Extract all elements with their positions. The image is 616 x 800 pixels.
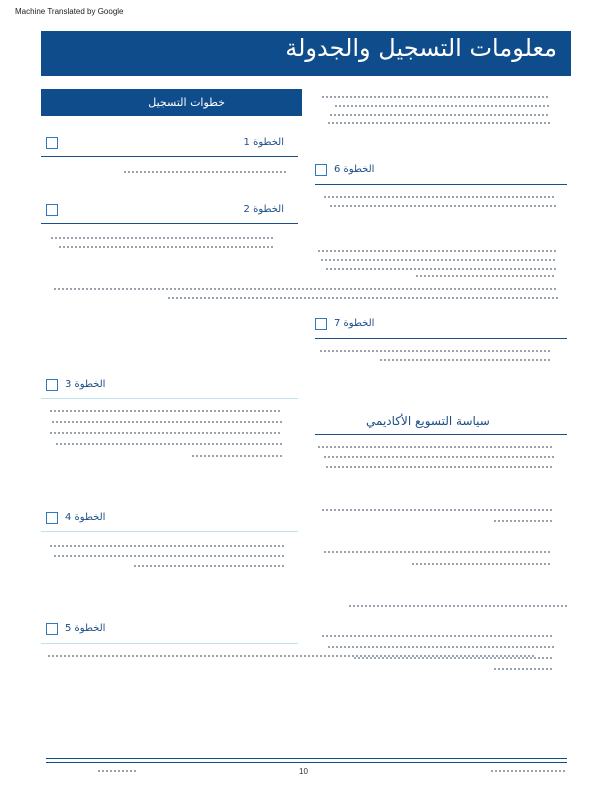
step-2-rule xyxy=(41,223,298,224)
step-4 xyxy=(46,510,298,528)
step-3-label: الخطوة 3 xyxy=(65,379,106,390)
registration-steps-bar xyxy=(41,89,302,116)
step-3-checkbox[interactable] xyxy=(46,379,58,391)
footer-rule-bottom xyxy=(46,762,567,763)
policy-title: سياسة التسويع الأكاديمي xyxy=(366,414,490,428)
step-4-checkbox[interactable] xyxy=(46,512,58,524)
footer-left-text xyxy=(98,770,136,772)
step-2 xyxy=(46,202,298,220)
step-5-checkbox[interactable] xyxy=(46,623,58,635)
step-6-label: الخطوة 6 xyxy=(334,164,375,175)
step-2-label: الخطوة 2 xyxy=(243,204,284,215)
page-number: 10 xyxy=(299,767,308,776)
footer-right-text xyxy=(491,770,566,772)
step-4-rule xyxy=(41,531,298,532)
step-5 xyxy=(46,621,298,639)
registration-steps-title: خطوات التسجيل xyxy=(148,96,225,109)
machine-translated-note: Machine Translated by Google xyxy=(15,7,124,16)
step-7 xyxy=(315,316,567,334)
step-4-text xyxy=(46,545,284,571)
intro-paragraph xyxy=(318,96,550,126)
step-6-rule xyxy=(315,184,567,185)
step-4-label: الخطوة 4 xyxy=(65,512,106,523)
step-2-checkbox[interactable] xyxy=(46,204,58,216)
step-1 xyxy=(46,135,298,153)
step-6 xyxy=(315,162,567,180)
step-6-checkbox[interactable] xyxy=(315,164,327,176)
step-6-text-2 xyxy=(314,250,556,278)
step-7-rule xyxy=(315,338,567,339)
step-2-text xyxy=(47,237,273,251)
step-7-checkbox[interactable] xyxy=(315,318,327,330)
step-7-label: الخطوة 7 xyxy=(334,318,375,329)
step-6-text xyxy=(320,196,556,216)
step-5-text xyxy=(46,655,536,661)
policy-text-4 xyxy=(345,605,567,611)
step-3 xyxy=(46,377,298,395)
step-1-label: الخطوة 1 xyxy=(243,137,284,148)
step-5-rule xyxy=(41,643,298,644)
policy-text-2 xyxy=(318,509,554,525)
policy-rule xyxy=(315,434,567,435)
policy-text-3 xyxy=(320,551,552,571)
step-3-text xyxy=(46,410,282,460)
page-title: معلومات التسجيل والجدولة xyxy=(285,34,557,62)
step-5-label: الخطوة 5 xyxy=(65,623,106,634)
step-3-rule xyxy=(41,398,298,399)
policy-text-5 xyxy=(318,635,554,671)
step-1-rule xyxy=(41,156,298,157)
step-1-text xyxy=(120,169,286,175)
step-7-text xyxy=(316,350,550,366)
step-1-checkbox[interactable] xyxy=(46,137,58,149)
footer-rule-top xyxy=(46,758,567,759)
title-banner xyxy=(41,31,571,76)
wide-paragraph xyxy=(52,288,558,304)
policy-text-1 xyxy=(314,446,554,470)
